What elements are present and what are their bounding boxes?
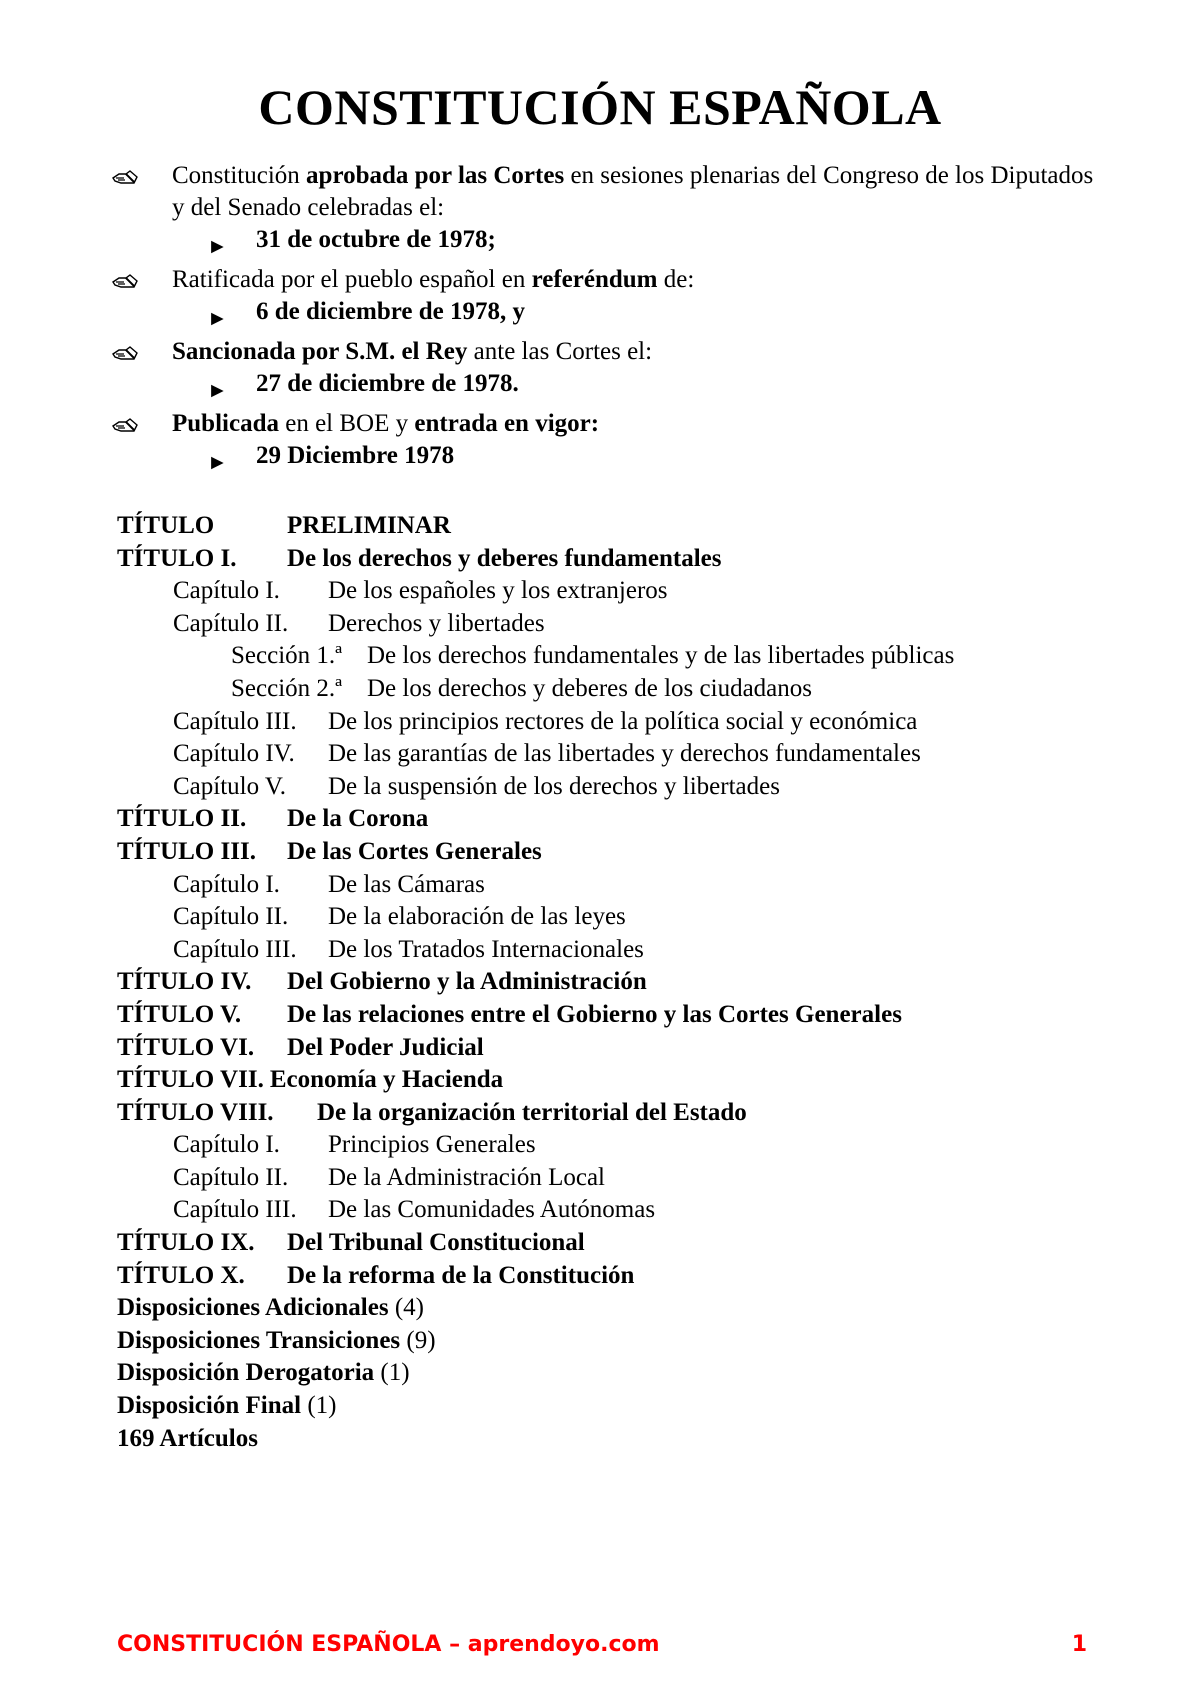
text-run: de: [657, 266, 695, 293]
toc-heading: De la suspensión de los derechos y libertades [328, 772, 780, 800]
promulgation-date [172, 296, 1102, 328]
toc-heading: De la Administración Local [328, 1163, 606, 1191]
toc-label: TÍTULO X. [117, 1261, 245, 1289]
disposition-row [117, 1292, 1117, 1325]
toc-title-row [117, 510, 1117, 543]
toc-title-row [117, 1032, 1117, 1065]
disposition-row [117, 1325, 1117, 1358]
toc-heading: Del Poder Judicial [287, 1033, 484, 1061]
toc-title-row [117, 803, 1117, 836]
toc-title-row [117, 1064, 1117, 1097]
promulgation-text [172, 264, 1102, 296]
right-pointer-icon: ► [207, 306, 228, 330]
toc-chapter-row [117, 869, 1117, 902]
toc-label: TÍTULO IX. [117, 1229, 255, 1257]
date-text: 6 de diciembre de 1978, y [256, 298, 525, 325]
page-number: 1 [1071, 1632, 1087, 1657]
disposition-row [117, 1423, 1117, 1456]
toc-label: Capítulo II. [173, 903, 289, 931]
toc-heading: De las garantías de las libertades y derechos fundamentales [328, 740, 921, 768]
toc-label: Capítulo III. [173, 1196, 297, 1224]
writing-hand-icon [112, 273, 138, 289]
page-footer [117, 1632, 1087, 1657]
toc-heading: De las Cortes Generales [287, 837, 542, 865]
toc-chapter-row [117, 1129, 1117, 1162]
toc-label: Capítulo V. [173, 772, 286, 800]
toc-heading: De las Cámaras [328, 870, 485, 898]
toc-section-row [117, 673, 1117, 706]
promulgation-list [112, 160, 1102, 480]
promulgation-item [112, 160, 1102, 256]
text-run: en el BOE y [278, 410, 415, 437]
date-text: 31 de octubre de 1978; [256, 226, 496, 253]
writing-hand-icon [112, 417, 138, 433]
toc-label: TÍTULO V. [117, 1000, 242, 1028]
disposition-count: (1) [301, 1392, 337, 1420]
toc-heading: Economía y Hacienda [269, 1066, 504, 1094]
toc-title-row [117, 543, 1117, 576]
footer-text: CONSTITUCIÓN ESPAÑOLA – aprendoyo.com [117, 1632, 660, 1657]
toc-label: TÍTULO VIII. [117, 1098, 274, 1126]
toc-label: Capítulo II. [173, 609, 289, 637]
toc-heading: De la Corona [287, 805, 429, 833]
promulgation-date [172, 368, 1102, 400]
date-text: 27 de diciembre de 1978. [256, 370, 519, 397]
disposition-row [117, 1357, 1117, 1390]
toc-label: Capítulo III. [173, 935, 297, 963]
toc-heading: De la organización territorial del Estado [317, 1098, 747, 1126]
toc-label: Capítulo I. [173, 577, 280, 605]
disposition-count: (4) [388, 1294, 424, 1322]
toc-heading: Del Gobierno y la Administración [287, 968, 647, 996]
toc-chapter-row [117, 575, 1117, 608]
promulgation-date [172, 440, 1102, 472]
toc-chapter-row [117, 608, 1117, 641]
toc-chapter-row [117, 934, 1117, 967]
toc-label: TÍTULO III. [117, 837, 256, 865]
toc-chapter-row [117, 1194, 1117, 1227]
promulgation-item [112, 336, 1102, 400]
toc-label: Sección 1.ª [231, 642, 343, 670]
text-run: Sancionada por S.M. el Rey [172, 338, 468, 365]
right-pointer-icon: ► [207, 234, 228, 258]
disposition-row [117, 1390, 1117, 1423]
text-run: Ratificada por el pueblo español en [172, 266, 532, 293]
toc-label: TÍTULO VI. [117, 1033, 255, 1061]
toc-title-row [117, 966, 1117, 999]
toc-chapter-row [117, 738, 1117, 771]
toc-label: TÍTULO VII. [117, 1066, 264, 1094]
toc-chapter-row [117, 1162, 1117, 1195]
right-pointer-icon: ► [207, 378, 228, 402]
text-run: ante las Cortes el: [467, 338, 653, 365]
toc-heading: De los Tratados Internacionales [328, 935, 644, 963]
toc-title-row [117, 1260, 1117, 1293]
toc-label: Capítulo IV. [173, 740, 295, 768]
toc-heading: De los derechos fundamentales y de las libertades públicas [367, 642, 955, 670]
toc-label: Capítulo I. [173, 1131, 280, 1159]
document-title: CONSTITUCIÓN ESPAÑOLA [258, 79, 942, 135]
toc-label: Capítulo II. [173, 1163, 289, 1191]
toc-label: TÍTULO II. [117, 805, 247, 833]
toc-heading: De las Comunidades Autónomas [328, 1196, 656, 1224]
promulgation-item [112, 408, 1102, 472]
toc-heading: Del Tribunal Constitucional [287, 1229, 585, 1257]
toc-heading: Derechos y libertades [328, 609, 545, 637]
toc-label: TÍTULO IV. [117, 968, 252, 996]
toc-section-row [117, 640, 1117, 673]
toc-chapter-row [117, 771, 1117, 804]
writing-hand-icon [112, 169, 138, 185]
disposition-count: (1) [374, 1359, 410, 1387]
disposition-label: 169 Artículos [117, 1424, 258, 1452]
date-text: 29 Diciembre 1978 [256, 442, 455, 469]
text-run: referéndum [531, 266, 658, 293]
text-run: en sesiones plenarias del Congreso de los Diputados y del Senado celebradas el: [172, 162, 1094, 221]
text-run: Publicada [172, 410, 279, 437]
toc-heading: De la elaboración de las leyes [328, 903, 626, 931]
toc-chapter-row [117, 706, 1117, 739]
toc-heading: De las relaciones entre el Gobierno y las Cortes Generales [287, 1000, 902, 1028]
toc-label: Sección 2.ª [231, 674, 343, 702]
toc-heading: Principios Generales [328, 1131, 536, 1159]
promulgation-text [172, 336, 1102, 368]
writing-hand-icon [112, 345, 138, 361]
toc-label: TÍTULO I. [117, 544, 237, 572]
toc-label: Capítulo I. [173, 870, 280, 898]
toc-title-row [117, 836, 1117, 869]
table-of-contents [117, 510, 1117, 1455]
text-run: Constitución [172, 162, 307, 189]
disposition-label: Disposiciones Adicionales [117, 1294, 389, 1322]
toc-heading: De los derechos y deberes fundamentales [287, 544, 722, 572]
toc-heading: De los españoles y los extranjeros [328, 577, 668, 605]
toc-title-row [117, 1227, 1117, 1260]
disposition-label: Disposición Derogatoria [117, 1359, 375, 1387]
toc-title-row [117, 1097, 1117, 1130]
toc-label: Capítulo III. [173, 707, 297, 735]
toc-heading: PRELIMINAR [287, 512, 451, 539]
toc-heading: De los derechos y deberes de los ciudadanos [367, 674, 812, 702]
right-pointer-icon: ► [207, 450, 228, 474]
disposition-label: Disposiciones Transiciones [117, 1326, 401, 1354]
text-run: aprobada por las Cortes [306, 162, 565, 189]
promulgation-text [172, 408, 1102, 440]
promulgation-date [172, 224, 1102, 256]
toc-heading: De los principios rectores de la política social y económica [328, 707, 918, 735]
promulgation-text [172, 160, 1102, 224]
disposition-count: (9) [400, 1326, 436, 1354]
toc-heading: De la reforma de la Constitución [287, 1261, 635, 1289]
text-run: entrada en vigor: [414, 410, 600, 437]
toc-title-row [117, 999, 1117, 1032]
promulgation-item [112, 264, 1102, 328]
toc-label: TÍTULO [117, 512, 215, 539]
disposition-label: Disposición Final [117, 1392, 302, 1420]
toc-chapter-row [117, 901, 1117, 934]
